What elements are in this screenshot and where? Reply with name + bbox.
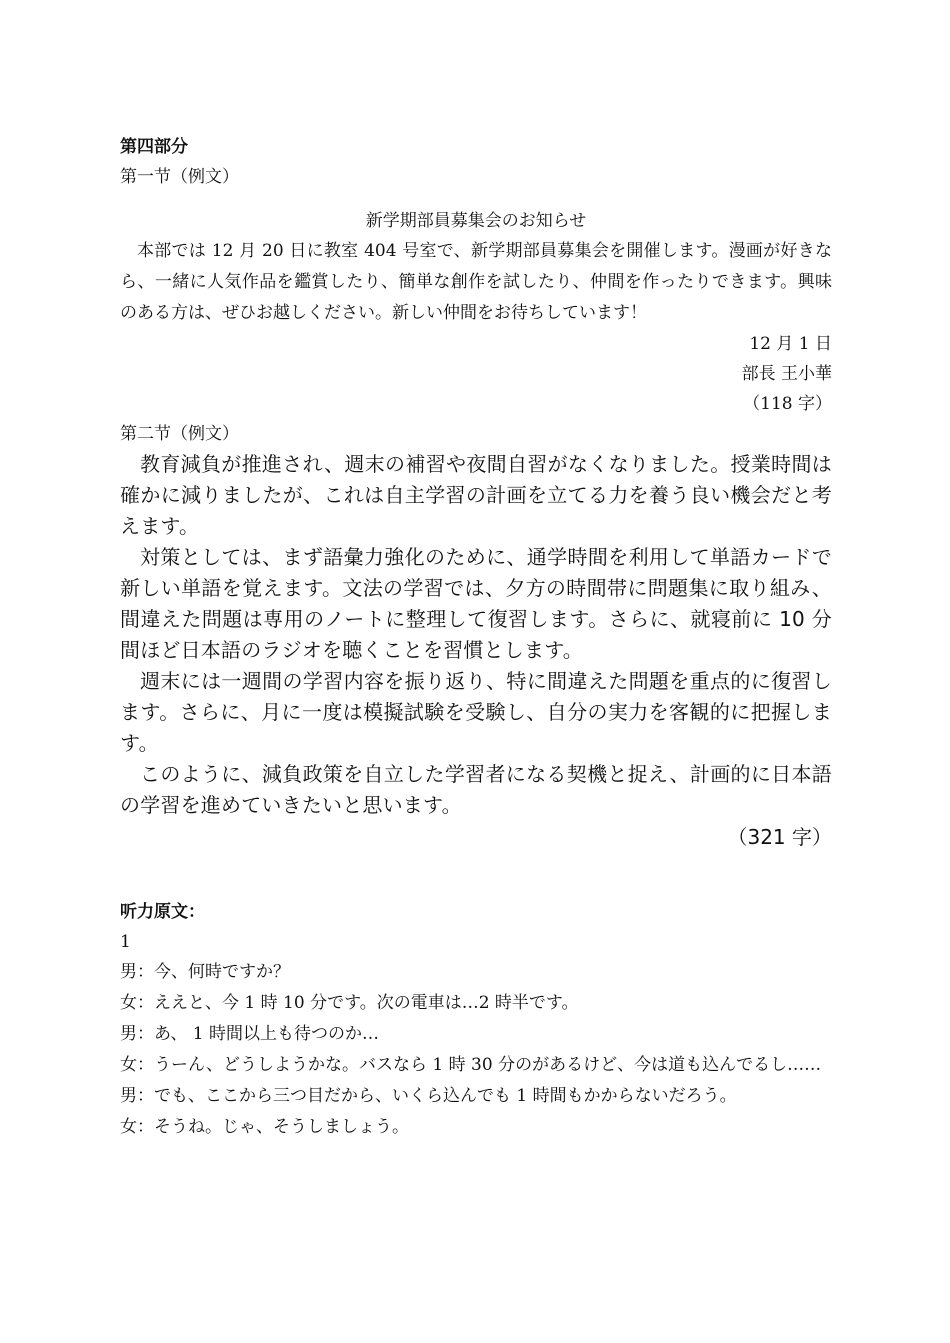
spacer — [120, 192, 832, 206]
document-page — [120, 132, 832, 1143]
essay-paragraph: 対策としては、まず語彙力強化のために、通学時間を利用して単語カードで新しい単語を覚えます。文法の学習では、夕方の時間帯に問題集に取り組み、間違えた問題は専用のノートに整理して復習します。さらに、就寝前に 10 分間ほど日本語のラジオを聴くことを習慣とします。 — [120, 545, 832, 662]
dialog-line: 女：ええと、今 1 時 10 分です。次の電車は…2 時半です。 — [120, 993, 579, 1013]
spacer — [120, 853, 832, 897]
listening-heading: 听力原文： — [120, 902, 205, 922]
section2-label: 第二节（例文） — [120, 424, 239, 444]
notice-title: 新学期部員募集会のお知らせ — [365, 211, 587, 231]
notice-date: 12 月 1 日 — [749, 334, 832, 354]
notice-body: 本部では 12 月 20 日に教室 404 号室で、新学期部員募集会を開催します。漫画が好きなら、一緒に人気作品を鑑賞したり、簡単な創作を試したり、仲間を作ったりできます。興味のある方は、ぜひお越しください。新しい仲間をお待ちしています！ — [120, 241, 832, 323]
dialog-line: 男：あ、 1 時間以上も待つのか… — [120, 1024, 379, 1044]
dialog-line: 女：そうね。じゃ、そうしましょう。 — [120, 1117, 409, 1137]
part-heading: 第四部分 — [120, 137, 188, 157]
essay-paragraph: 教育減負が推進され、週末の補習や夜間自習がなくなりました。授業時間は確かに減りましたが、これは自主学習の計画を立てる力を養う良い機会だと考えます。 — [120, 452, 832, 538]
dialog-line: 女：うーん、どうしようかな。バスなら 1 時 30 分のがあるけど、今は道も込んでるし…… — [120, 1055, 822, 1075]
dialog-line: 男：でも、ここから三つ目だから、いくら込んでも 1 時間もかからないだろう。 — [120, 1086, 737, 1106]
section2-char-count: （321 字） — [727, 825, 832, 849]
section1-char-count: （118 字） — [743, 394, 832, 414]
section1-label: 第一节（例文） — [120, 167, 239, 187]
notice-signature: 部長 王小華 — [741, 364, 832, 384]
dialog-line: 男：今、何時ですか？ — [120, 962, 290, 982]
listening-item-number: 1 — [120, 932, 131, 952]
essay-paragraph: 週末には一週間の学習内容を振り返り、特に間違えた問題を重点的に復習します。さらに、月に一度は模擬試験を受験し、自分の実力を客観的に把握します。 — [120, 669, 832, 755]
essay-paragraph: このように、減負政策を自立した学習者になる契機と捉え、計画的に日本語の学習を進めていきたいと思います。 — [120, 762, 832, 817]
